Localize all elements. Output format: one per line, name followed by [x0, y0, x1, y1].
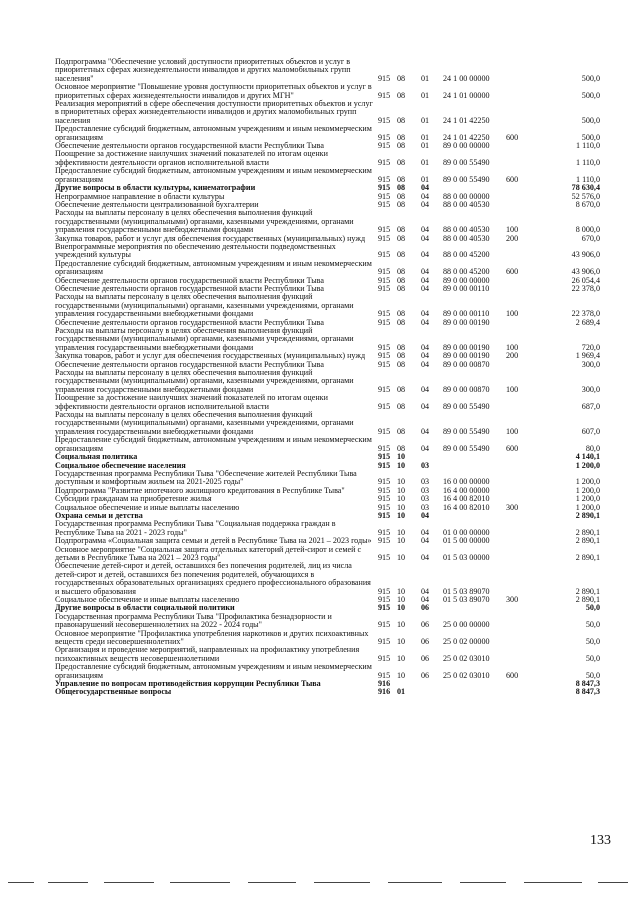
cell-rz: 08: [397, 317, 406, 327]
cell-pr: 04: [421, 401, 430, 411]
cell-code: 915: [378, 527, 391, 537]
cell-sum: 607,0: [581, 426, 600, 436]
cell-vr: 100: [506, 225, 519, 235]
cell-sum: 2 890,1: [575, 527, 600, 537]
cell-name: Социальная политика: [55, 452, 138, 462]
cell-sum: 300,0: [581, 384, 600, 394]
cell-name: Обеспечение деятельности централизованной бухгалтерии: [55, 199, 259, 209]
cell-csr: 89 0 00 55490: [443, 401, 490, 411]
cell-name: Государственная программа Республики Тыва "Социальная поддержка граждан в Республике Тыва на 2021 - 2023 годы": [55, 519, 336, 537]
cell-rz: 08: [397, 141, 406, 151]
cell-pr: 04: [421, 443, 430, 453]
table-row: [55, 562, 600, 596]
cell-pr: 01: [421, 115, 430, 125]
cell-name: Поощрение за достижение наилучших значений показателей по итогам оценки эффективности деятельности органов исполнительной власти: [55, 393, 328, 411]
cell-csr: 25 0 02 03010: [443, 670, 490, 680]
cell-vr: 600: [506, 443, 519, 453]
cell-sum: 80,0: [585, 443, 600, 453]
cell-sum: 2 890,1: [575, 595, 600, 604]
cell-name: Предоставление субсидий бюджетным, автономным учреждениям и иным некоммерческим организациям: [55, 124, 372, 142]
cell-csr: 24 1 01 42250: [443, 115, 490, 125]
cell-code: 915: [378, 309, 391, 319]
cell-csr: 88 0 00 00000: [443, 191, 490, 201]
cell-rz: 10: [397, 603, 406, 613]
cell-name: Предоставление субсидий бюджетным, автономным учреждениям и иным некоммерческим организациям: [55, 258, 372, 277]
table-row: [55, 125, 600, 142]
cell-pr: 04: [421, 552, 430, 562]
cell-rz: 10: [397, 670, 406, 680]
cell-vr: 600: [506, 670, 519, 680]
cell-rz: 10: [397, 653, 406, 663]
table-row: [55, 100, 600, 125]
cell-name: Субсидии гражданам на приобретение жилья: [55, 494, 212, 504]
cell-name: Обеспечение деятельности органов государственной власти Республики Тыва: [55, 359, 324, 369]
cell-sum: 1 200,0: [575, 460, 600, 470]
cell-code: 915: [378, 595, 391, 604]
cell-pr: 04: [421, 536, 430, 546]
cell-code: 915: [378, 267, 391, 277]
cell-name: Охрана семьи и детства: [55, 510, 143, 520]
cell-csr: 89 0 00 55490: [443, 174, 490, 184]
cell-code: 915: [378, 452, 391, 462]
cell-csr: 88 0 00 40530: [443, 233, 490, 243]
cell-rz: 08: [397, 174, 406, 184]
cell-vr: 100: [506, 384, 519, 394]
cell-code: 915: [378, 157, 391, 167]
cell-code: 915: [378, 132, 391, 142]
cell-pr: 01: [421, 132, 430, 142]
cell-csr: 89 0 00 55490: [443, 426, 490, 436]
table-row: [55, 411, 600, 436]
cell-rz: 08: [397, 267, 406, 277]
cell-sum: 22 378,0: [571, 283, 600, 293]
cell-code: 915: [378, 477, 391, 487]
cell-csr: 89 0 00 00110: [443, 283, 490, 293]
cell-sum: 1 200,0: [575, 485, 600, 495]
cell-rz: 08: [397, 157, 406, 167]
cell-csr: 01 5 03 89070: [443, 595, 490, 604]
cell-code: 916: [378, 679, 391, 689]
cell-vr: 200: [506, 351, 519, 361]
cell-name: Обеспечение деятельности органов государственной власти Республики Тыва: [55, 283, 324, 293]
cell-pr: 01: [421, 157, 430, 167]
table-row: [55, 167, 600, 184]
cell-csr: 89 0 00 00000: [443, 275, 490, 285]
cell-rz: 10: [397, 485, 406, 495]
cell-pr: 03: [421, 477, 430, 487]
cell-code: 915: [378, 401, 391, 411]
cell-csr: 88 0 00 40530: [443, 199, 490, 209]
cell-code: 915: [378, 183, 391, 193]
cell-rz: 08: [397, 90, 406, 100]
cell-sum: 22 378,0: [571, 309, 600, 319]
cell-pr: 04: [421, 250, 430, 260]
cell-csr: 16 0 00 00000: [443, 477, 490, 487]
cell-code: 915: [378, 426, 391, 436]
cell-code: 915: [378, 191, 391, 201]
cell-name: Социальное обеспечение населения: [55, 460, 186, 470]
cell-sum: 2 689,4: [575, 317, 600, 327]
table-row: [55, 663, 600, 680]
cell-sum: 8 000,0: [575, 225, 600, 235]
cell-code: 915: [378, 620, 391, 630]
cell-pr: 04: [421, 426, 430, 436]
cell-pr: 04: [421, 309, 430, 319]
cell-vr: 100: [506, 426, 519, 436]
cell-rz: 08: [397, 384, 406, 394]
cell-name: Подпрограмма "Развитие ипотечного жилищного кредитования в Республике Тыва": [55, 485, 345, 495]
cell-pr: 04: [421, 275, 430, 285]
cell-name: Общегосударственные вопросы: [55, 687, 172, 697]
cell-csr: 89 0 00 00110: [443, 309, 490, 319]
cell-csr: 88 0 00 45200: [443, 250, 490, 260]
cell-csr: 89 0 00 00190: [443, 351, 490, 361]
table-row: [55, 436, 600, 453]
budget-table: [55, 58, 600, 697]
cell-code: 915: [378, 275, 391, 285]
cell-name: Расходы на выплаты персоналу в целях обеспечения выполнения функций государственными (муниципальными) органами, казенными учреждениями, органами управления государственными внебюджетными фондами: [55, 368, 354, 394]
table-row: [55, 630, 600, 647]
cell-sum: 1 110,0: [576, 157, 600, 167]
cell-csr: 25 0 02 03010: [443, 653, 490, 663]
table-row: [55, 546, 600, 563]
cell-rz: 08: [397, 250, 406, 260]
cell-vr: 600: [506, 267, 519, 277]
cell-csr: 24 1 00 00000: [443, 73, 490, 83]
cell-name: Непрограммное направление в области культуры: [55, 191, 225, 201]
cell-name: Основное мероприятие "Повышение уровня доступности приоритетных объектов и услуг в приоритетных сферах жизнедеятельности инвалидов и других МГН": [55, 82, 372, 100]
table-row: [55, 209, 600, 234]
cell-code: 915: [378, 199, 391, 209]
table-row: [55, 613, 600, 630]
cell-code: 915: [378, 443, 391, 453]
cell-sum: 687,0: [581, 401, 600, 411]
cell-name: Обеспечение деятельности органов государственной власти Республики Тыва: [55, 141, 324, 151]
cell-pr: 06: [421, 670, 430, 680]
cell-rz: 10: [397, 527, 406, 537]
cell-code: 915: [378, 250, 391, 260]
cell-rz: 08: [397, 191, 406, 201]
cell-code: 915: [378, 494, 391, 504]
cell-name: Государственная программа Республики Тыва "Профилактика безнадзорности и правонарушений несовершеннолетних на 2022 - 2024 годы": [55, 611, 332, 630]
table-row: [55, 520, 600, 537]
cell-rz: 08: [397, 115, 406, 125]
cell-csr: 89 0 00 55490: [443, 157, 490, 167]
cell-name: Другие вопросы в области культуры, кинематографии: [55, 183, 256, 193]
cell-name: Основное мероприятие "Профилактика употребления наркотиков и других психоактивных веществ среди несовершеннолетних": [55, 628, 369, 647]
cell-csr: 89 0 00 00190: [443, 317, 490, 327]
cell-rz: 10: [397, 460, 406, 470]
cell-rz: 08: [397, 359, 406, 369]
cell-code: 915: [378, 670, 391, 680]
cell-sum: 50,0: [585, 653, 600, 663]
cell-rz: 08: [397, 351, 406, 361]
table-row: [55, 83, 600, 100]
cell-pr: 06: [421, 637, 430, 647]
cell-rz: 10: [397, 620, 406, 630]
table-row: [55, 688, 600, 696]
cell-csr: 01 0 00 00000: [443, 527, 490, 537]
cell-rz: 10: [397, 586, 406, 596]
cell-name: Организация и проведение мероприятий, направленных на профилактику употребления психоактивных веществ несовершеннолетними: [55, 645, 360, 663]
cell-code: 915: [378, 342, 391, 352]
cell-name: Реализация мероприятий в сфере обеспечения доступности приоритетных объектов и услуг в приоритетных сферах жизнедеятельности инвалидов и других маломобильных групп населения: [55, 99, 373, 125]
table-row: [55, 394, 600, 411]
cell-pr: 04: [421, 351, 430, 361]
cell-csr: 16 4 00 00000: [443, 485, 490, 495]
cell-pr: 04: [421, 586, 430, 596]
footer-dashed-lines: [8, 882, 636, 888]
cell-sum: 8 847,3: [575, 687, 600, 697]
cell-sum: 2 890,1: [575, 586, 600, 596]
cell-sum: 26 054,4: [571, 275, 600, 285]
cell-rz: 10: [397, 552, 406, 562]
cell-pr: 06: [421, 620, 430, 630]
cell-sum: 500,0: [581, 73, 600, 83]
cell-sum: 500,0: [581, 132, 600, 142]
cell-sum: 500,0: [581, 90, 600, 100]
cell-code: 915: [378, 460, 391, 470]
cell-pr: 06: [421, 603, 430, 613]
cell-pr: 04: [421, 267, 430, 277]
cell-sum: 50,0: [585, 637, 600, 647]
cell-csr: 16 4 00 82010: [443, 494, 490, 504]
cell-code: 915: [378, 73, 391, 83]
cell-code: 915: [378, 637, 391, 647]
cell-sum: 1 200,0: [575, 477, 600, 487]
cell-pr: 04: [421, 183, 430, 193]
table-row: [55, 58, 600, 83]
cell-code: 915: [378, 233, 391, 243]
cell-code: 915: [378, 586, 391, 596]
cell-code: 915: [378, 141, 391, 151]
cell-code: 915: [378, 174, 391, 184]
cell-pr: 04: [421, 384, 430, 394]
cell-pr: 04: [421, 510, 430, 520]
cell-code: 915: [378, 317, 391, 327]
cell-name: Предоставление субсидий бюджетным, автономным учреждениям и иным некоммерческим организациям: [55, 166, 372, 184]
cell-name: Другие вопросы в области социальной политики: [55, 603, 235, 613]
cell-name: Закупка товаров, работ и услуг для обеспечения государственных (муниципальных) нужд: [55, 351, 366, 361]
cell-code: 915: [378, 283, 391, 293]
cell-name: Государственная программа Республики Тыва "Обеспечение жителей Республики Тыва доступным и комфортным жильем на 2021-2025 годы": [55, 468, 357, 487]
table-row: [55, 260, 600, 277]
cell-sum: 50,0: [585, 603, 600, 613]
cell-code: 915: [378, 603, 391, 613]
cell-sum: 52 576,0: [571, 191, 600, 201]
cell-sum: 720,0: [581, 342, 600, 352]
cell-sum: 8 847,3: [575, 679, 600, 689]
cell-sum: 1 110,0: [576, 174, 600, 184]
cell-code: 915: [378, 115, 391, 125]
cell-rz: 08: [397, 309, 406, 319]
cell-csr: 89 0 00 00190: [443, 342, 490, 352]
cell-sum: 50,0: [585, 670, 600, 680]
cell-code: 915: [378, 502, 391, 512]
cell-rz: 08: [397, 275, 406, 285]
cell-sum: 43 906,0: [571, 267, 600, 277]
cell-csr: 25 0 02 00000: [443, 637, 490, 647]
cell-code: 915: [378, 510, 391, 520]
cell-name: Расходы на выплаты персоналу в целях обеспечения выполнения функций государственными (муниципальными) органами, казенными учреждениями, органами управления государственными внебюджетными фондами: [55, 326, 354, 352]
page-number: 133: [590, 833, 611, 848]
cell-name: Основное мероприятие "Социальная защита отдельных категорий детей-сирот и семей с детьми в Республике Тыва на 2021 – 2023 годы": [55, 544, 362, 562]
cell-code: 915: [378, 485, 391, 495]
table-row: [55, 150, 600, 167]
cell-rz: 10: [397, 452, 406, 462]
cell-code: 915: [378, 384, 391, 394]
cell-rz: 08: [397, 132, 406, 142]
cell-pr: 01: [421, 141, 430, 151]
cell-vr: 600: [506, 132, 519, 142]
cell-sum: 1 200,0: [575, 502, 600, 512]
cell-name: Закупка товаров, работ и услуг для обеспечения государственных (муниципальных) нужд: [55, 233, 366, 243]
cell-pr: 04: [421, 191, 430, 201]
cell-rz: 08: [397, 73, 406, 83]
cell-code: 915: [378, 90, 391, 100]
cell-pr: 04: [421, 359, 430, 369]
cell-rz: 08: [397, 233, 406, 243]
cell-csr: 24 1 01 42250: [443, 132, 490, 142]
cell-sum: 1 110,0: [576, 141, 600, 151]
cell-code: 915: [378, 552, 391, 562]
cell-rz: 10: [397, 510, 406, 520]
cell-pr: 06: [421, 653, 430, 663]
cell-rz: 08: [397, 342, 406, 352]
cell-pr: 03: [421, 502, 430, 512]
cell-code: 915: [378, 225, 391, 235]
cell-csr: 89 0 00 55490: [443, 443, 490, 453]
cell-rz: 10: [397, 637, 406, 647]
cell-pr: 04: [421, 233, 430, 243]
cell-csr: 88 0 00 45200: [443, 267, 490, 277]
cell-rz: 10: [397, 477, 406, 487]
cell-rz: 08: [397, 443, 406, 453]
cell-name: Подпрограмма "Обеспечение условий доступности приоритетных объектов и услуг в приоритетных сферах жизнедеятельности инвалидов и других маломобильных групп населения": [55, 57, 351, 83]
cell-name: Социальное обеспечение и иные выплаты населению: [55, 595, 240, 604]
cell-rz: 01: [397, 687, 406, 697]
cell-sum: 43 906,0: [571, 250, 600, 260]
table-row: [55, 646, 600, 663]
cell-pr: 01: [421, 174, 430, 184]
cell-name: Управление по вопросам противодействия коррупции Республики Тыва: [55, 679, 321, 689]
cell-name: Обеспечение деятельности органов государственной власти Республики Тыва: [55, 275, 324, 285]
cell-rz: 10: [397, 536, 406, 546]
cell-csr: 25 0 00 00000: [443, 620, 490, 630]
cell-rz: 08: [397, 199, 406, 209]
cell-sum: 670,0: [581, 233, 600, 243]
cell-name: Предоставление субсидий бюджетным, автономным учреждениям и иным некоммерческим организациям: [55, 662, 372, 680]
table-row: [55, 327, 600, 352]
table-row: [55, 470, 600, 487]
cell-csr: 16 4 00 82010: [443, 502, 490, 512]
cell-code: 915: [378, 359, 391, 369]
cell-code: 915: [378, 536, 391, 546]
cell-csr: 89 0 00 00000: [443, 141, 490, 151]
cell-sum: 1 200,0: [575, 494, 600, 504]
cell-code: 916: [378, 687, 391, 697]
cell-csr: 01 5 03 00000: [443, 552, 490, 562]
cell-csr: 88 0 00 40530: [443, 225, 490, 235]
cell-sum: 1 969,4: [575, 351, 600, 361]
cell-name: Обеспечение деятельности органов государственной власти Республики Тыва: [55, 317, 324, 327]
cell-pr: 04: [421, 199, 430, 209]
cell-rz: 10: [397, 502, 406, 512]
cell-csr: 89 0 00 00870: [443, 359, 490, 369]
cell-name: Подпрограмма «Социальная защита семьи и детей в Республике Тыва на 2021 – 2023 годы»: [55, 536, 372, 546]
cell-rz: 08: [397, 283, 406, 293]
cell-name: Расходы на выплаты персоналу в целях обеспечения выполнения функций государственными (муниципальными) органами, казенными учреждениями, органами управления государственными внебюджетными фондами: [55, 410, 354, 436]
cell-pr: 04: [421, 342, 430, 352]
cell-sum: 300,0: [581, 359, 600, 369]
cell-pr: 04: [421, 225, 430, 235]
cell-name: Предоставление субсидий бюджетным, автономным учреждениям и иным некоммерческим организациям: [55, 435, 372, 453]
table-row: [55, 293, 600, 318]
cell-name: Поощрение за достижение наилучших значений показателей по итогам оценки эффективности деятельности органов исполнительной власти: [55, 149, 328, 167]
table-row: [55, 369, 600, 394]
cell-sum: 50,0: [585, 620, 600, 630]
cell-sum: 78 630,4: [571, 183, 600, 193]
cell-pr: 04: [421, 317, 430, 327]
cell-pr: 01: [421, 73, 430, 83]
cell-code: 915: [378, 653, 391, 663]
cell-vr: 200: [506, 233, 519, 243]
cell-pr: 03: [421, 485, 430, 495]
cell-sum: 500,0: [581, 115, 600, 125]
cell-rz: 10: [397, 494, 406, 504]
cell-pr: 03: [421, 494, 430, 504]
cell-name: Внепрограммные мероприятия по обеспечению деятельности подведомственных учреждений культуры: [55, 241, 336, 260]
cell-rz: 08: [397, 225, 406, 235]
cell-pr: 04: [421, 283, 430, 293]
cell-rz: 08: [397, 183, 406, 193]
cell-sum: 8 670,0: [575, 199, 600, 209]
cell-pr: 03: [421, 460, 430, 470]
cell-name: Обеспечение детей-сирот и детей, оставшихся без попечения родителей, лиц из числа детей-сирот и детей, оставшихся без попечения родителей, обучающихся в государственных образовательных организациях среднего профессионального образования и высшего образования: [55, 561, 371, 596]
cell-name: Расходы на выплаты персоналу в целях обеспечения выполнения функций государственными (муниципальными) органами, казенными учреждениями, органами управления государственными внебюджетными фондами: [55, 208, 354, 235]
table-row: [55, 243, 600, 260]
cell-csr: 01 5 03 89070: [443, 586, 490, 596]
cell-vr: 600: [506, 174, 519, 184]
cell-csr: 89 0 00 00870: [443, 384, 490, 394]
cell-sum: 2 890,1: [575, 510, 600, 520]
cell-name: Расходы на выплаты персоналу в целях обеспечения выполнения функций государственными (муниципальными) органами, казенными учреждениями, органами управления государственными внебюджетными фондами: [55, 292, 354, 319]
cell-sum: 4 140,1: [575, 452, 600, 462]
cell-vr: 300: [506, 502, 519, 512]
cell-sum: 2 890,1: [575, 536, 600, 546]
cell-rz: 08: [397, 401, 406, 411]
cell-vr: 100: [506, 309, 519, 319]
cell-name: Социальное обеспечение и иные выплаты населению: [55, 502, 240, 512]
cell-vr: 100: [506, 342, 519, 352]
cell-sum: 2 890,1: [575, 552, 600, 562]
cell-rz: 08: [397, 426, 406, 436]
cell-code: 915: [378, 351, 391, 361]
cell-csr: 01 5 00 00000: [443, 536, 490, 546]
cell-pr: 04: [421, 595, 430, 604]
cell-rz: 10: [397, 595, 406, 604]
cell-pr: 04: [421, 527, 430, 537]
cell-vr: 300: [506, 595, 519, 604]
cell-pr: 01: [421, 90, 430, 100]
cell-csr: 24 1 01 00000: [443, 90, 490, 100]
